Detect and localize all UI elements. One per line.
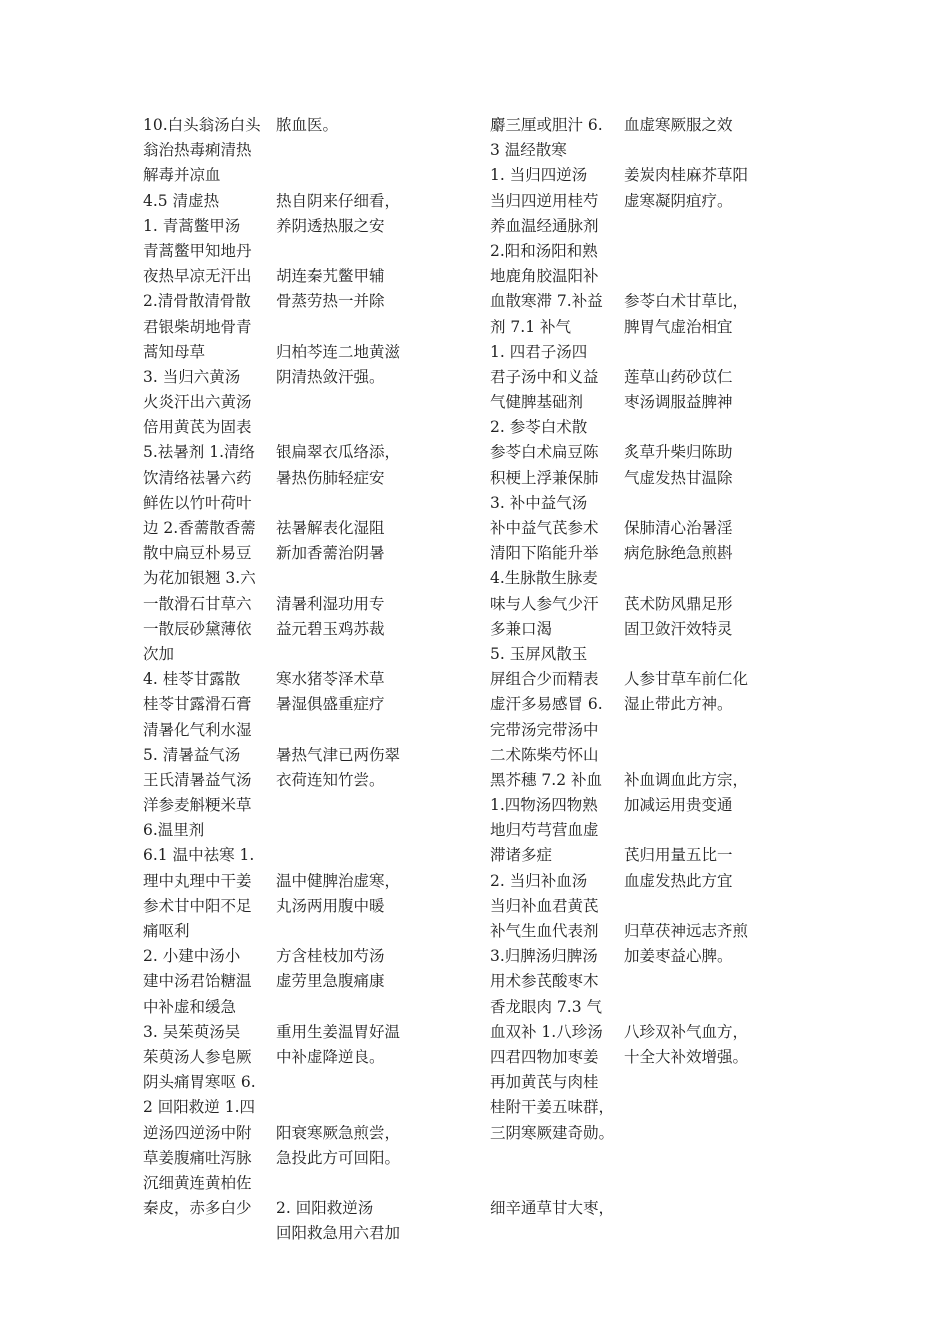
text-line <box>276 1095 416 1120</box>
text-line <box>624 239 772 264</box>
text-line: 重用生姜温胃好温 <box>276 1022 401 1041</box>
text-line: 银扁翠衣瓜络添， <box>276 443 401 462</box>
text-line: 寒水猪苓泽术草 <box>276 670 385 689</box>
text-line: 新加香薷治阴暑 <box>276 544 385 563</box>
text-line: 麝三厘或胆汁 6. <box>490 116 603 134</box>
text-line: 固卫敛汗效特灵 <box>624 619 733 638</box>
text-line: 血散寒滞 7.补益 <box>490 292 603 311</box>
text-line: 再加黄芪与肉桂 <box>490 1073 599 1092</box>
text-line <box>624 138 772 163</box>
text-line: 方含桂枝加芍汤 <box>276 947 385 966</box>
text-line <box>624 995 772 1020</box>
text-line: 细辛通草甘大枣， <box>490 1199 615 1218</box>
text-line <box>624 214 772 239</box>
text-line: 益元碧玉鸡苏裁 <box>276 619 385 638</box>
text-line: 夜热早凉无汗出 <box>143 267 252 286</box>
text-line: 归草茯神远志齐煎 <box>624 922 749 940</box>
text-line: 多兼口渴 <box>490 619 553 638</box>
text-line: 1. 四君子汤四 <box>490 342 588 361</box>
text-line <box>276 390 416 415</box>
text-line: 中补虚降逆良。 <box>276 1047 385 1066</box>
text-line: 5. 清暑益气汤 <box>143 745 241 764</box>
text-line: 建中汤君饴糖温 <box>143 972 252 991</box>
text-line: 阴清热敛汗强。 <box>276 367 385 386</box>
text-line: 补气生血代表剂 <box>490 922 599 940</box>
text-line: 人参甘草车前仁化 <box>624 670 749 689</box>
text-line <box>624 340 772 365</box>
text-line <box>276 315 416 340</box>
text-line: 香龙眼肉 7.3 气 <box>490 997 603 1016</box>
text-line: 脾胃气虚治相宜 <box>624 317 733 336</box>
text-line <box>276 718 416 743</box>
text-line: 暑湿俱盛重症疗 <box>276 695 385 714</box>
text-line: 6.1 温中祛寒 1. <box>143 846 255 865</box>
text-line: 一散滑石甘草六 <box>143 594 252 613</box>
text-line: 为花加银翘 3.六 <box>143 569 256 588</box>
text-line: 洋参麦斛粳米草 <box>143 796 252 815</box>
text-line <box>276 239 416 264</box>
text-line <box>624 743 772 768</box>
text-line <box>624 894 772 919</box>
text-line: 暑热伤肺轻症安 <box>276 468 385 487</box>
text-line <box>624 718 772 743</box>
text-line: 倍用黄芪为固表 <box>143 418 252 437</box>
text-line: 衣荷连知竹尝。 <box>276 770 385 789</box>
text-column-1 <box>143 113 273 1221</box>
text-line: 八珍双补气血方， <box>624 1022 749 1041</box>
text-line: 参术甘中阳不足 <box>143 896 252 915</box>
text-line: 6.温里剂 <box>143 821 205 840</box>
text-line: 4.生脉散生脉麦 <box>490 569 598 588</box>
text-line: 十全大补效增强。 <box>624 1047 749 1066</box>
text-line: 一散辰砂黛薄依 <box>143 619 252 638</box>
text-line: 黑芥穗 7.2 补血 <box>490 770 603 789</box>
text-line: 丸汤两用腹中暖 <box>276 896 385 915</box>
text-line: 2. 当归补血汤 <box>490 871 588 890</box>
text-line <box>624 566 772 591</box>
text-line <box>276 566 416 591</box>
text-line: 虚劳里急腹痛康 <box>276 972 385 991</box>
text-line: 味与人参气少汗 <box>490 594 599 613</box>
text-line: 地鹿角胶温阳补 <box>490 267 599 286</box>
text-line: 解毒并凉血 <box>143 166 221 185</box>
text-line: 用术参芪酸枣木 <box>490 972 599 991</box>
text-line: 养血温经通脉剂 <box>490 216 599 235</box>
text-line: 沉细黄连黄柏佐 <box>143 1173 252 1192</box>
text-line: 饮清络祛暑六药 <box>143 468 252 487</box>
text-line: 茱萸汤人参皂厥 <box>143 1047 252 1066</box>
text-line <box>276 919 416 944</box>
text-line <box>624 969 772 994</box>
text-line <box>276 793 416 818</box>
text-line: 加减运用贵变通 <box>624 796 733 815</box>
text-line: 滞诸多症 <box>490 846 553 865</box>
text-line: 血虚发热此方宜 <box>624 871 733 890</box>
text-line: 积梗上浮兼保肺 <box>490 468 599 487</box>
text-line: 3. 吴茱萸汤吴 <box>143 1022 241 1041</box>
text-line: 气健脾基础剂 <box>490 393 584 412</box>
text-line: 次加 <box>143 644 175 663</box>
text-line: 鲜佐以竹叶荷叶 <box>143 493 252 512</box>
text-line <box>624 642 772 667</box>
text-line: 桂苓甘露滑石膏 <box>143 695 252 714</box>
text-line: 姜炭肉桂麻芥草阳 <box>624 166 749 185</box>
text-line: 热自阴来仔细看， <box>276 191 401 210</box>
text-line: 归柏芩连二地黄滋 <box>276 342 401 361</box>
text-line <box>490 1171 618 1196</box>
text-line: 血双补 1.八珍汤 <box>490 1022 603 1041</box>
text-line: 暑热气津已两伤翠 <box>276 745 401 764</box>
text-line <box>276 1070 416 1095</box>
text-line: 湿止带此方神。 <box>624 695 733 714</box>
text-line: 温中健脾治虚寒， <box>276 871 401 890</box>
text-line: 4.5 清虚热 <box>143 191 220 210</box>
text-line: 地归芍芎营血虚 <box>490 821 599 840</box>
text-line: 补中益气芪参术 <box>490 519 599 537</box>
text-line: 莲草山药砂苡仁 <box>624 367 733 386</box>
text-column-2 <box>276 113 416 1246</box>
text-line: 秦皮，赤多白少 <box>143 1199 252 1218</box>
text-line: 5. 玉屏风散玉 <box>490 644 588 663</box>
text-line <box>276 415 416 440</box>
text-line: 2. 回阳救逆汤 <box>276 1199 374 1218</box>
text-line: 1. 当归四逆汤 <box>490 166 588 185</box>
text-line: 屏组合少而精表 <box>490 670 599 689</box>
text-line: 三阴寒厥建奇勋。 <box>490 1123 615 1142</box>
text-line: 参苓白术甘草比， <box>624 292 749 311</box>
text-line: 芪归用量五比一 <box>624 846 733 865</box>
text-line: 补血调血此方宗， <box>624 770 749 789</box>
text-line: 枣汤调服益脾神 <box>624 393 733 412</box>
text-line: 1. 青蒿鳖甲汤 <box>143 216 241 235</box>
text-line <box>624 264 772 289</box>
text-line: 阴头痛胃寒呕 6. <box>143 1073 256 1092</box>
text-line <box>276 1171 416 1196</box>
text-line: 逆汤四逆汤中附 <box>143 1123 252 1142</box>
text-column-4 <box>624 113 772 1070</box>
text-line: 养阴透热服之安 <box>276 216 385 235</box>
text-line: 清暑利湿功用专 <box>276 594 385 613</box>
text-line: 祛暑解表化湿阻 <box>276 519 385 537</box>
text-line: 青蒿鳖甲知地丹 <box>143 241 252 260</box>
text-line: 2.阳和汤阳和熟 <box>490 241 598 260</box>
text-line: 保肺清心治暑淫 <box>624 519 733 537</box>
text-line <box>276 995 416 1020</box>
text-line: 蒿知母草 <box>143 342 206 361</box>
text-line: 急投此方可回阳。 <box>276 1148 401 1167</box>
text-line: 理中丸理中干姜 <box>143 871 252 890</box>
text-line: 5.祛暑剂 1.清络 <box>143 443 256 462</box>
text-line: 王氏清暑益气汤 <box>143 770 252 789</box>
text-line: 2.清骨散清骨散 <box>143 292 251 311</box>
text-line: 加姜枣益心脾。 <box>624 947 733 966</box>
text-line: 君银柴胡地骨青 <box>143 317 252 336</box>
text-line: 草姜腹痛吐泻脉 <box>143 1148 252 1167</box>
text-line: 当归四逆用桂芍 <box>490 191 599 210</box>
text-line <box>624 818 772 843</box>
text-line <box>624 415 772 440</box>
text-line: 二术陈柴芍怀山 <box>490 745 599 764</box>
text-line: 4. 桂苓甘露散 <box>143 670 241 689</box>
text-line: 四君四物加枣姜 <box>490 1047 599 1066</box>
text-line: 胡连秦艽鳖甲辅 <box>276 267 385 286</box>
text-line <box>276 138 416 163</box>
text-line: 中补虚和缓急 <box>143 997 237 1016</box>
text-line: 1.四物汤四物熟 <box>490 796 598 815</box>
text-line: 脓血医。 <box>276 116 339 134</box>
text-line: 翁治热毒痢清热 <box>143 141 252 160</box>
text-line: 3. 当归六黄汤 <box>143 367 241 386</box>
text-line <box>276 491 416 516</box>
text-line <box>490 1146 618 1171</box>
text-line: 清暑化气利水湿 <box>143 720 252 739</box>
text-line: 虚寒凝阴疽疗。 <box>624 191 733 210</box>
text-line: 3 温经散寒 <box>490 141 567 160</box>
text-line: 完带汤完带汤中 <box>490 720 599 739</box>
text-line <box>276 642 416 667</box>
text-line: 3. 补中益气汤 <box>490 493 588 512</box>
text-line: 阳衰寒厥急煎尝， <box>276 1123 401 1142</box>
text-line: 10.白头翁汤白头 <box>143 116 261 134</box>
text-line: 火炎汗出六黄汤 <box>143 393 252 412</box>
text-line <box>276 163 416 188</box>
text-line: 芪术防风鼎足形 <box>624 594 733 613</box>
text-column-3 <box>490 113 618 1221</box>
text-line: 虚汗多易感冒 6. <box>490 695 603 714</box>
text-line: 炙草升柴归陈助 <box>624 443 733 462</box>
text-line: 清阳下陷能升举 <box>490 544 599 563</box>
text-line: 散中扁豆朴易豆 <box>143 544 252 563</box>
text-line: 2. 参苓白术散 <box>490 418 588 437</box>
text-line: 参苓白术扁豆陈 <box>490 443 599 462</box>
text-line: 桂附干姜五味群， <box>490 1098 615 1117</box>
text-line: 君子汤中和义益 <box>490 367 599 386</box>
text-line <box>276 843 416 868</box>
text-line: 3.归脾汤归脾汤 <box>490 947 598 966</box>
text-line: 剂 7.1 补气 <box>490 317 572 336</box>
text-line: 血虚寒厥服之效 <box>624 116 733 134</box>
text-line: 2. 小建中汤小 <box>143 947 241 966</box>
text-line: 回阳救急用六君加 <box>276 1224 401 1243</box>
text-line <box>276 818 416 843</box>
text-line: 2 回阳救逆 1.四 <box>143 1098 256 1117</box>
text-line: 痛呕利 <box>143 922 190 940</box>
text-line: 气虚发热甘温除 <box>624 468 733 487</box>
text-line: 边 2.香薷散香薷 <box>143 519 256 537</box>
text-line <box>624 491 772 516</box>
text-line: 骨蒸劳热一并除 <box>276 292 385 311</box>
text-line: 病危脉绝急煎斟 <box>624 544 733 563</box>
text-line: 当归补血君黄芪 <box>490 896 599 915</box>
